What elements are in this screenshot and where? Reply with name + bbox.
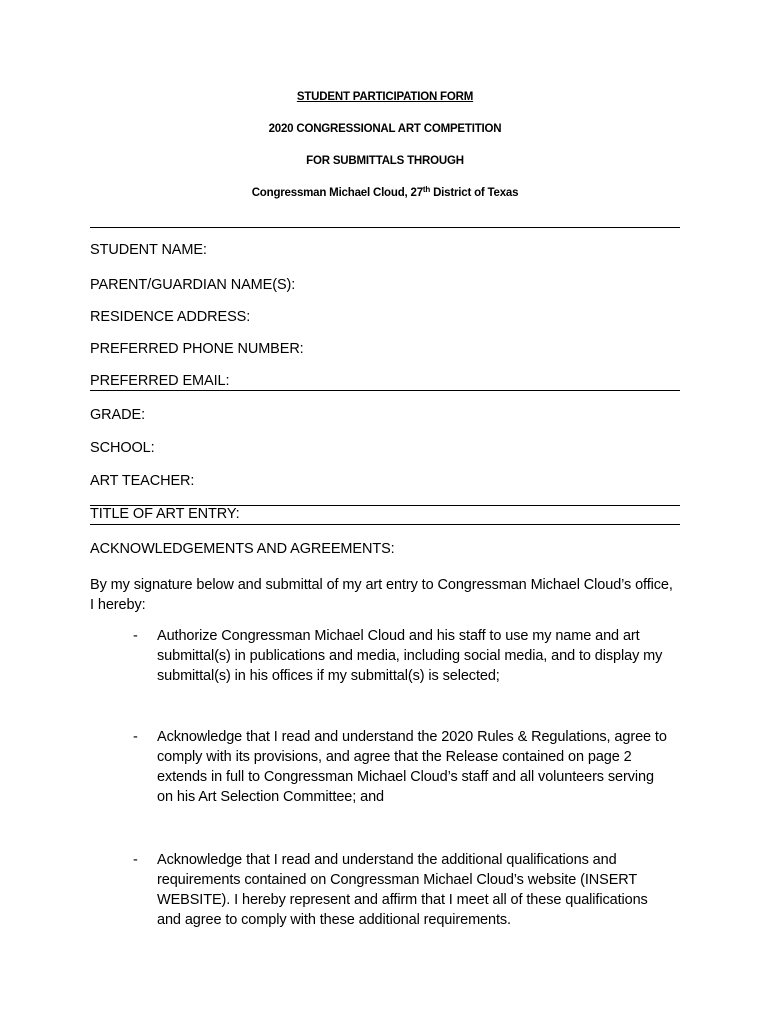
agreement-text: Acknowledge that I read and understand the additional qualifications and requirements contained on Congressman Michael Cloud’s website (INSERT WEBSITE). I hereby represent and affirm that I meet all of these qualifications and agree to comply with these additional requirements.: [157, 852, 648, 928]
preferred-phone-label: PREFERRED PHONE NUMBER:: [90, 341, 304, 357]
parent-guardian-label: PARENT/GUARDIAN NAME(S):: [90, 277, 296, 293]
congressman-heading-suffix: District of Texas: [430, 187, 519, 199]
congressman-heading-prefix: Congressman Michael Cloud, 27: [251, 187, 423, 199]
school-label: SCHOOL:: [90, 440, 155, 456]
competition-heading: 2020 CONGRESSIONAL ART COMPETITION: [268, 123, 502, 135]
title-of-art-entry-label: TITLE OF ART ENTRY:: [90, 506, 240, 522]
submittals-heading: FOR SUBMITTALS THROUGH: [306, 155, 464, 167]
intro-paragraph: By my signature below and submittal of my art entry to Congressman Michael Cloud’s office, I hereby:: [90, 577, 673, 613]
agreement-text: Acknowledge that I read and understand the 2020 Rules & Regulations, agree to comply with its provisions, and agree that the Release contained on page 2 extends in full to Congressman Michael Cloud’s staff and all volunteers serving on his Art Selection Committee; and: [157, 729, 667, 805]
title-divider: [90, 524, 680, 525]
agreement-text: Authorize Congressman Michael Cloud and his staff to use my name and art submittal(s) in publications and media, including social media, and to display my submittal(s) in his offices if my submittal(s) is selected;: [157, 628, 663, 684]
congressman-heading-ordinal: th: [422, 185, 431, 194]
email-divider: [90, 390, 680, 391]
agreement-bullet: -: [133, 628, 138, 644]
art-teacher-label: ART TEACHER:: [90, 473, 195, 489]
student-name-label: STUDENT NAME:: [90, 242, 207, 258]
preferred-email-label: PREFERRED EMAIL:: [90, 373, 230, 389]
form-title: STUDENT PARTICIPATION FORM: [296, 91, 474, 103]
header-divider: [90, 227, 680, 228]
congressman-heading: [90, 187, 680, 199]
agreement-bullet: -: [133, 852, 138, 868]
acknowledgements-heading: ACKNOWLEDGEMENTS AND AGREEMENTS:: [90, 541, 395, 557]
agreement-bullet: -: [133, 729, 138, 745]
residence-address-label: RESIDENCE ADDRESS:: [90, 309, 251, 325]
grade-label: GRADE:: [90, 407, 145, 423]
